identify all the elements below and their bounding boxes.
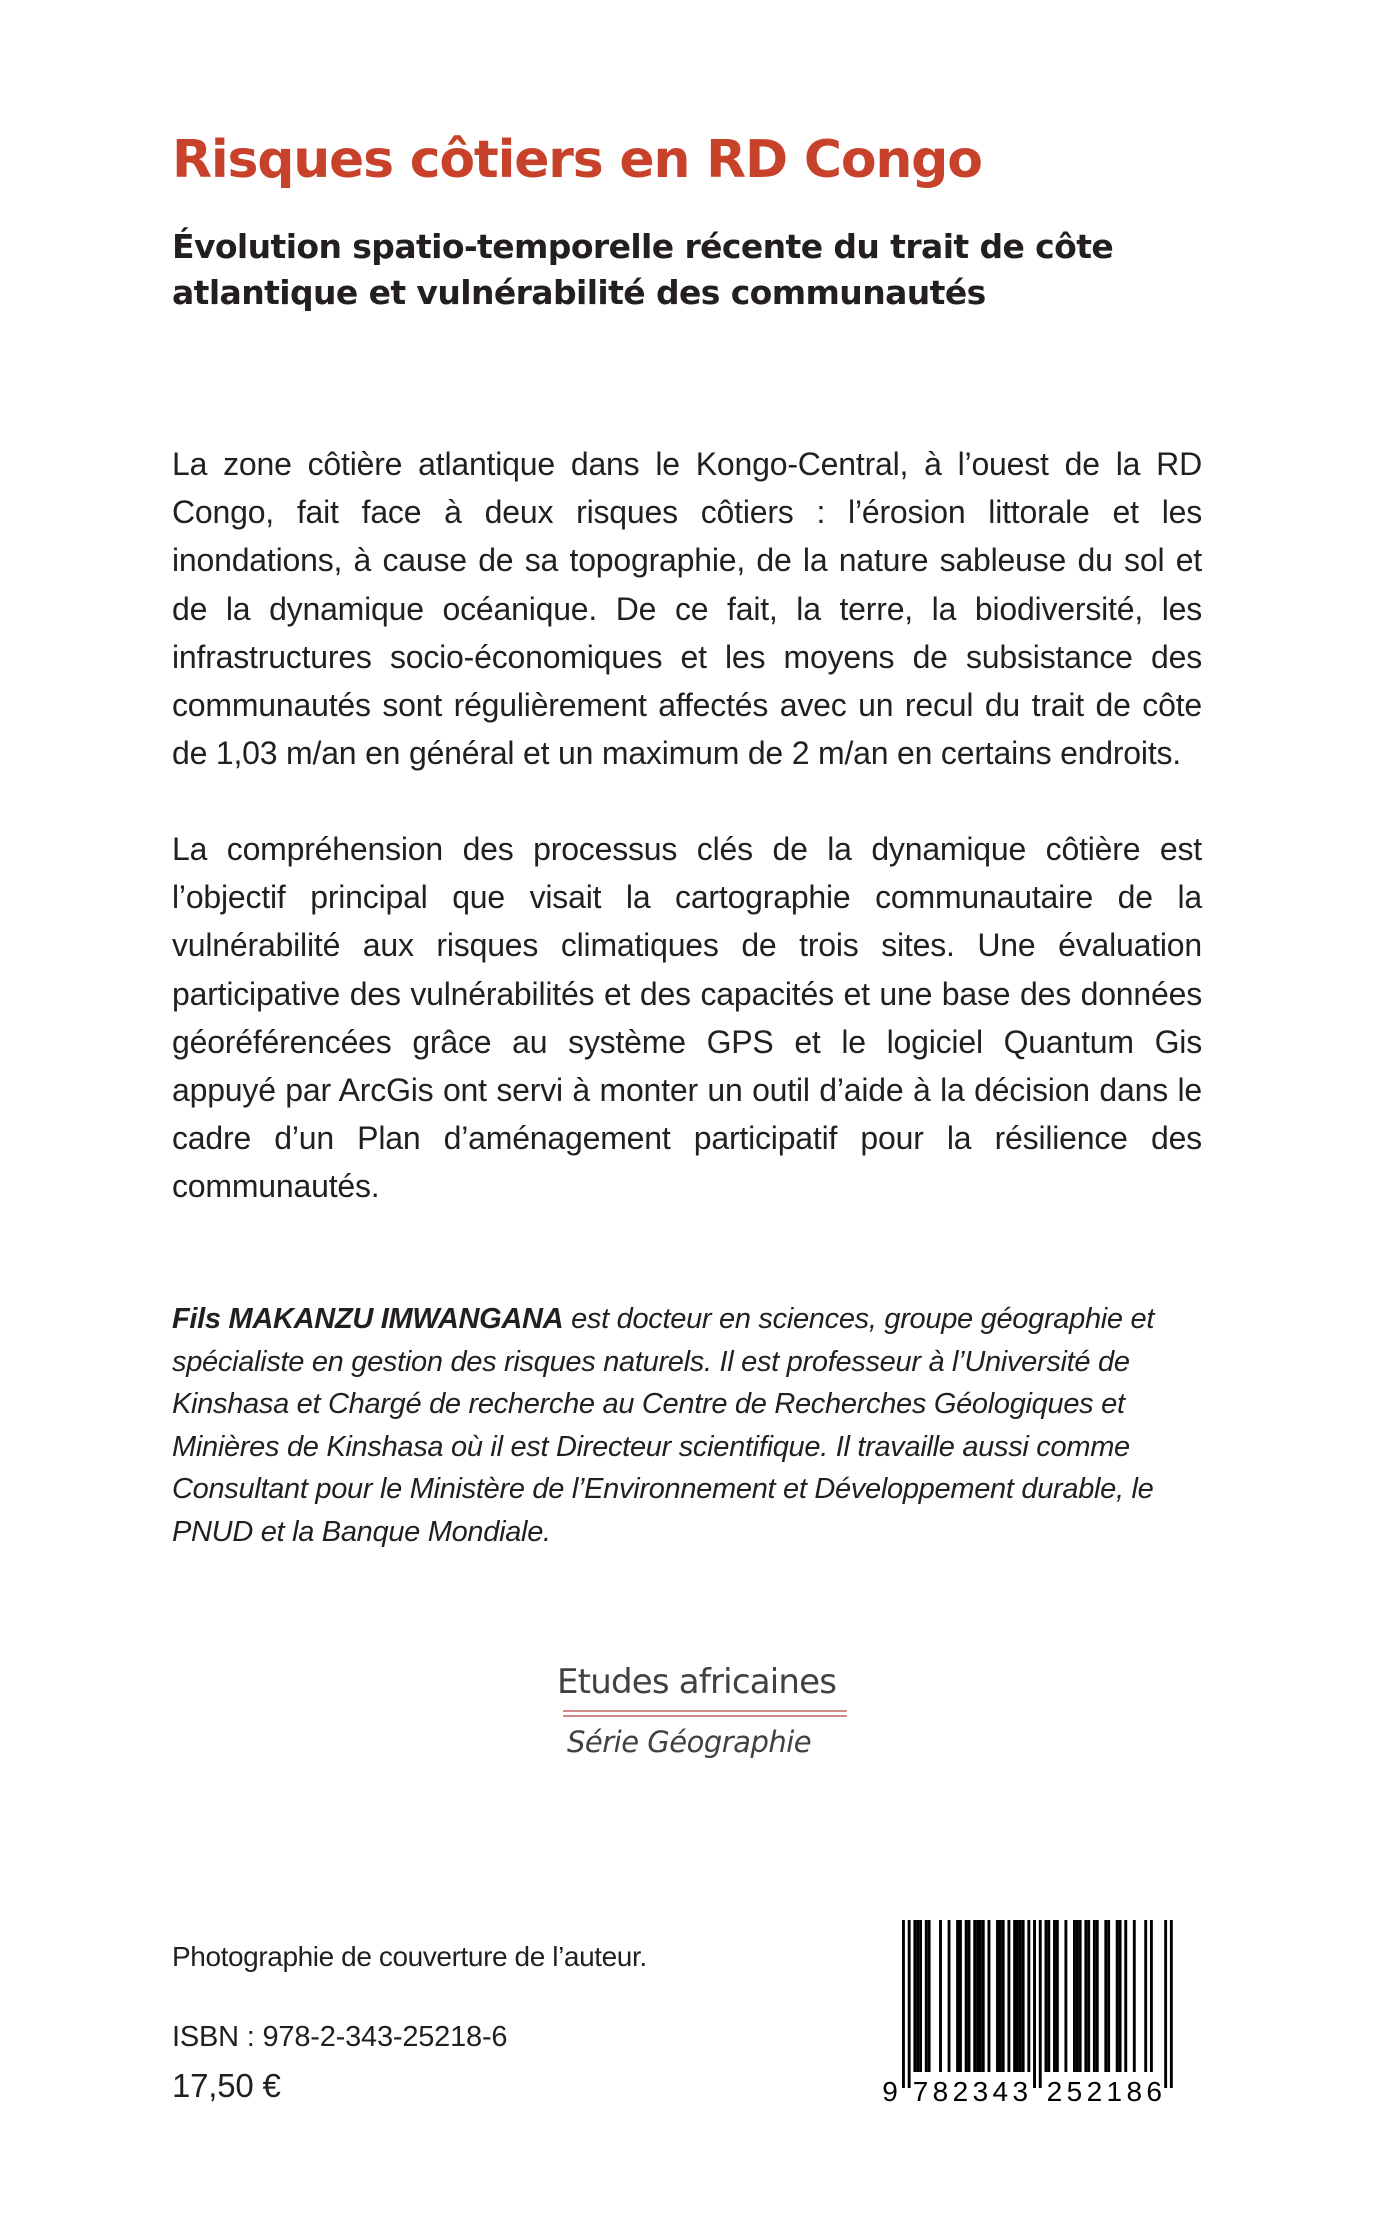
barcode-digit: 2 [1086,2076,1103,2107]
barcode-bar [979,1920,982,2072]
series-divider [557,1710,847,1718]
barcode-bar [1076,1920,1079,2072]
barcode [880,1912,1192,2108]
barcode-bar [1093,1920,1096,2072]
barcode-bar [913,1920,916,2072]
series-subtitle: Série Géographie [567,1725,812,1759]
barcode-bar [1033,1920,1036,2088]
barcode-bar [902,1920,905,2088]
author-name: Fils MAKANZU IMWANGANA [172,1303,564,1335]
barcode-digit: 4 [992,2076,1009,2107]
barcode-bar [959,1920,962,2072]
barcode-bar [1039,1920,1042,2088]
barcode-bar [939,1920,942,2072]
barcode-bar [976,1920,979,2072]
author-bio [172,1298,1202,1554]
barcode-bar [1056,1920,1059,2072]
barcode-bar [916,1920,919,2072]
barcode-bar [1045,1920,1048,2072]
barcode-bar [1007,1920,1010,2072]
barcode-bar [996,1920,999,2072]
barcode-bar [1164,1920,1167,2088]
barcode-digit: 3 [972,2076,989,2107]
series-name: Etudes africaines [557,1662,837,1702]
barcode-bar [1096,1920,1099,2072]
author-bio-text: est docteur en sciences, groupe géographie et spécialiste en gestion des risques naturels. Il est professeur à l’Université de Kinshasa et Chargé de recherche au Centre de Recherches Géologiques et Minières de Kinshasa où il est Directeur scientifique. Il travaille aussi comme Consultant pour le Ministère de l’Environnement et Développement durable, le PNUD et la Banque Mondiale. [172,1303,1155,1548]
barcode-digit: 8 [932,2076,949,2107]
barcode-bar [968,1920,971,2072]
barcode-bar [1119,1920,1122,2072]
barcode-digit: 6 [1146,2076,1163,2107]
series-block [557,1660,847,1762]
barcode-bar [982,1920,985,2072]
barcode-digit: 7 [912,2076,929,2107]
barcode-bar [1064,1920,1067,2072]
barcode-digit: 5 [1066,2076,1083,2107]
barcode-bar [1087,1920,1090,2072]
barcode-bar [1027,1920,1030,2072]
barcode-bar [1150,1920,1153,2072]
barcode-bar [1053,1920,1056,2072]
isbn: ISBN : 978-2-343-25218-6 [172,2021,508,2053]
barcode-bar [1144,1920,1147,2072]
barcode-bar [925,1920,928,2072]
barcode-bar [1022,1920,1025,2072]
barcode-bar [988,1920,991,2072]
barcode-digit: 1 [1106,2076,1123,2107]
barcode-bar [1079,1920,1082,2072]
barcode-bar [1107,1920,1110,2072]
barcode-bar [1133,1920,1136,2072]
book-subtitle: Évolution spatio-temporelle récente du trait de côte atlantique et vulnérabilité des communautés [172,227,1114,312]
barcode-bar [1124,1920,1127,2072]
price: 17,50 € [172,2067,281,2104]
barcode-bar [1104,1920,1107,2072]
barcode-bar [928,1920,931,2072]
barcode-bar [1013,1920,1016,2072]
book-title: Risques côtiers en RD Congo [172,130,982,190]
barcode-digit: 3 [1012,2076,1029,2107]
barcode-digit: 9 [882,2076,898,2107]
barcode-bar [1002,1920,1005,2072]
summary-paragraph-2: La compréhension des processus clés de la dynamique côtière est l’objectif principal que visait la cartographie communautaire de la vulnérabilité aux risques climatiques de trois sites. Une évaluation participative des vulnérabilités et des capacités et une base des données géoréférencées grâce au système GPS et le logiciel Quantum Gis appuyé par ArcGis ont servi à monter un outil d’aide à la décision dans le cadre d’un Plan d’aménagement participatif pour la résilience des communautés. [172,831,1202,1205]
barcode-bar [1084,1920,1087,2072]
barcode-digit: 2 [952,2076,969,2107]
barcode-digit: 8 [1126,2076,1143,2107]
summary-paragraph-1: La zone côtière atlantique dans le Kongo-Central, à l’ouest de la RD Congo, fait face à deux risques côtiers : l’érosion littorale et les inondations, à cause de sa topographie, de la nature sableuse du sol et de la dynamique océanique. De ce fait, la terre, la biodiversité, les infrastructures socio-économiques et les moyens de subsistance des communautés sont régulièrement affectés avec un recul du trait de côte de 1,03 m/an en général et un maximum de 2 m/an en certains endroits. [172,446,1202,772]
barcode-bar [956,1920,959,2072]
barcode-bar [1047,1920,1050,2072]
barcode-digit: 2 [1046,2076,1063,2107]
barcode-bar [965,1920,968,2072]
barcode-bar [1170,1920,1173,2088]
barcode-bar [1116,1920,1119,2072]
barcode-bar [973,1920,976,2072]
barcode-bar [999,1920,1002,2072]
barcode-bar [1073,1920,1076,2072]
barcode-bar [908,1920,911,2088]
barcode-bar [1016,1920,1019,2072]
barcode-bar [948,1920,951,2072]
photo-credit: Photographie de couverture de l’auteur. [172,1941,647,1972]
barcode-bar [1019,1920,1022,2072]
barcode-bar [919,1920,922,2072]
